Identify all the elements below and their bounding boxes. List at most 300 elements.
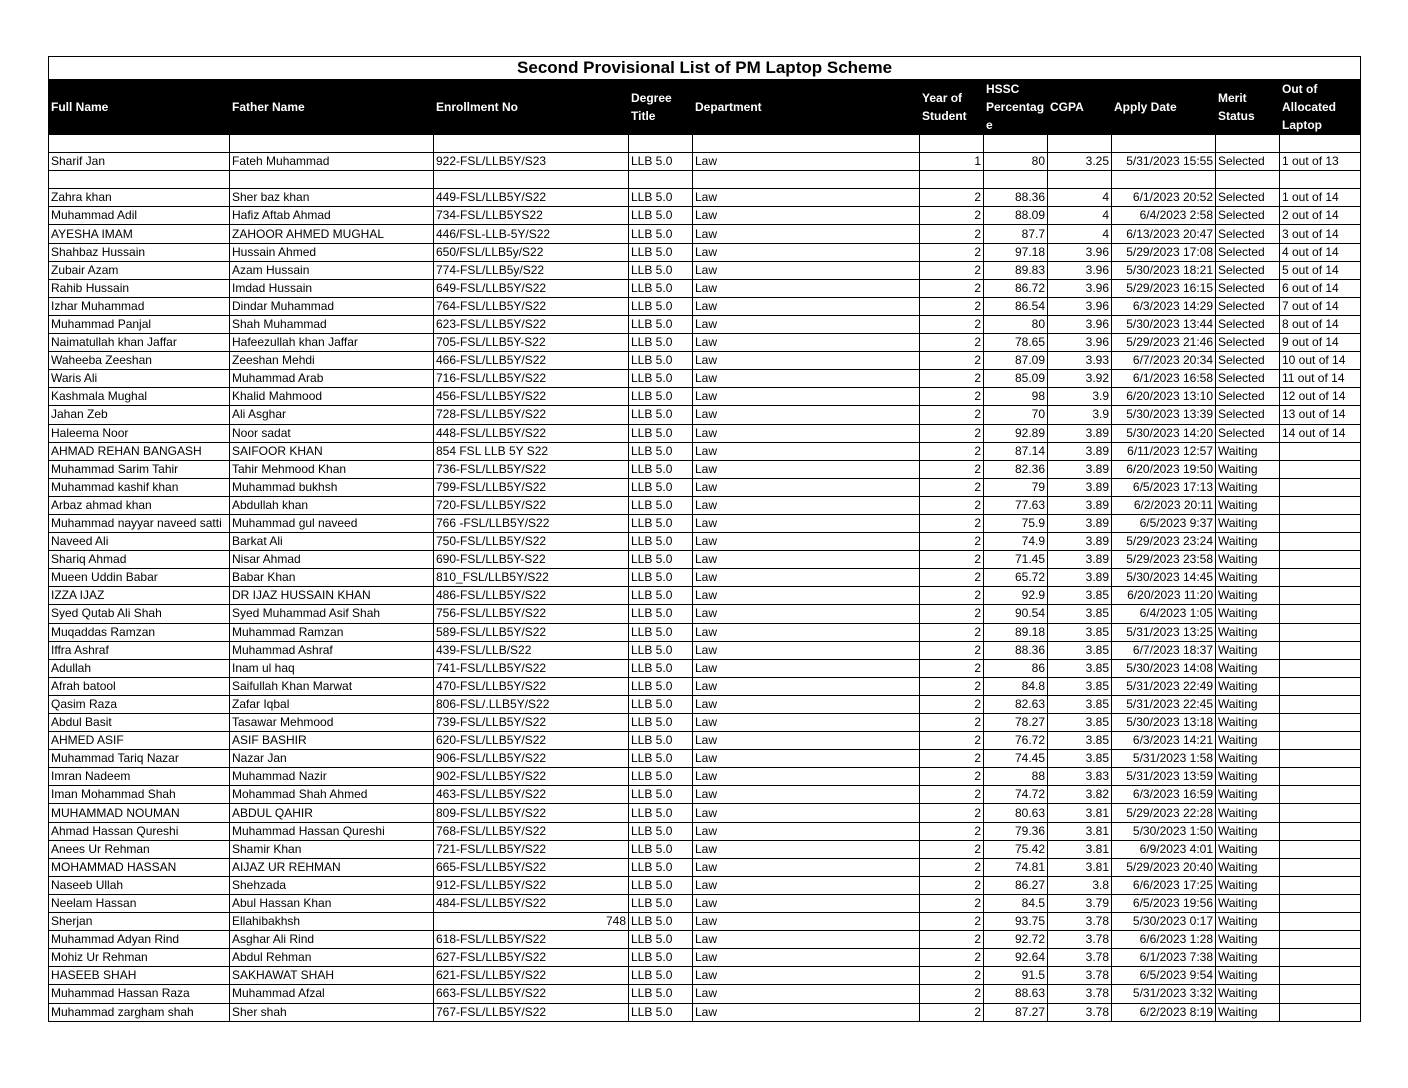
table-cell: 4 [1048, 189, 1112, 207]
table-cell: Ali Asghar [230, 406, 434, 424]
table-cell: Waiting [1216, 496, 1280, 514]
table-cell: Inam ul haq [230, 659, 434, 677]
table-cell [1280, 135, 1361, 153]
table-cell: 2 [920, 804, 984, 822]
table-cell: 70 [984, 406, 1048, 424]
table-cell: 2 [920, 858, 984, 876]
table-cell: 3.25 [1048, 153, 1112, 171]
table-cell: 77.63 [984, 496, 1048, 514]
table-cell: 589-FSL/LLB5Y/S22 [434, 623, 629, 641]
table-cell: 6/11/2023 12:57 [1112, 442, 1216, 460]
table-cell: Waiting [1216, 967, 1280, 985]
table-cell: 3.85 [1048, 695, 1112, 713]
table-cell: Arbaz ahmad khan [49, 496, 230, 514]
table-cell: 92.9 [984, 587, 1048, 605]
table-cell: 2 [920, 496, 984, 514]
table-cell: 6/20/2023 11:20 [1112, 587, 1216, 605]
table-cell: Naimatullah khan Jaffar [49, 334, 230, 352]
table-cell: Abul Hassan Khan [230, 894, 434, 912]
table-cell: Law [693, 623, 920, 641]
table-cell: 3.83 [1048, 768, 1112, 786]
table-cell: LLB 5.0 [629, 261, 693, 279]
laptop-list-table [48, 56, 1361, 1022]
table-cell: Sher shah [230, 1003, 434, 1021]
table-cell: 87.27 [984, 1003, 1048, 1021]
table-cell: 463-FSL/LLB5Y/S22 [434, 786, 629, 804]
table-cell: 741-FSL/LLB5Y/S22 [434, 659, 629, 677]
table-cell: 486-FSL/LLB5Y/S22 [434, 587, 629, 605]
table-cell: 750-FSL/LLB5Y/S22 [434, 533, 629, 551]
table-cell: Law [693, 714, 920, 732]
table-cell: 11 out of 14 [1280, 370, 1361, 388]
table-cell: 5/30/2023 14:45 [1112, 569, 1216, 587]
table-cell [1280, 913, 1361, 931]
table-cell: 3.92 [1048, 370, 1112, 388]
table-cell: 627-FSL/LLB5Y/S22 [434, 949, 629, 967]
table-cell: LLB 5.0 [629, 714, 693, 732]
table-row [49, 714, 1361, 732]
table-cell [1280, 768, 1361, 786]
table-cell: Law [693, 261, 920, 279]
table-cell: LLB 5.0 [629, 406, 693, 424]
table-cell: 92.89 [984, 424, 1048, 442]
table-cell: Anees Ur Rehman [49, 840, 230, 858]
table-cell: LLB 5.0 [629, 931, 693, 949]
table-row [49, 388, 1361, 406]
table-cell: Nisar Ahmad [230, 551, 434, 569]
table-cell: 3.89 [1048, 514, 1112, 532]
table-cell: 5/30/2023 14:08 [1112, 659, 1216, 677]
table-cell [1280, 460, 1361, 478]
table-cell: 3.96 [1048, 279, 1112, 297]
table-cell: Imdad Hussain [230, 279, 434, 297]
table-cell: Muhammad Hassan Raza [49, 985, 230, 1003]
table-cell: 736-FSL/LLB5Y/S22 [434, 460, 629, 478]
table-cell: 665-FSL/LLB5Y/S22 [434, 858, 629, 876]
column-header: Apply Date [1112, 80, 1216, 135]
table-cell: Sher baz khan [230, 189, 434, 207]
table-cell: Law [693, 659, 920, 677]
table-cell: Law [693, 334, 920, 352]
table-cell: 2 [920, 894, 984, 912]
table-cell: 5/31/2023 3:32 [1112, 985, 1216, 1003]
table-cell: LLB 5.0 [629, 225, 693, 243]
table-cell: 3.85 [1048, 659, 1112, 677]
table-cell: 716-FSL/LLB5Y/S22 [434, 370, 629, 388]
table-row [49, 261, 1361, 279]
table-cell: 446/FSL-LLB-5Y/S22 [434, 225, 629, 243]
table-cell: Waiting [1216, 732, 1280, 750]
table-cell: LLB 5.0 [629, 370, 693, 388]
table-cell [1280, 1003, 1361, 1021]
table-row [49, 623, 1361, 641]
table-cell: 3.96 [1048, 334, 1112, 352]
table-cell: 74.45 [984, 750, 1048, 768]
table-cell: 2 [920, 478, 984, 496]
table-cell: 1 [920, 153, 984, 171]
table-cell: 2 [920, 370, 984, 388]
table-cell: 89.18 [984, 623, 1048, 641]
table-cell: 3.78 [1048, 1003, 1112, 1021]
table-cell: Law [693, 605, 920, 623]
table-cell: Muhammad Tariq Nazar [49, 750, 230, 768]
table-cell: LLB 5.0 [629, 334, 693, 352]
table-cell: Muhammad kashif khan [49, 478, 230, 496]
table-cell: 2 [920, 931, 984, 949]
column-header: CGPA [1048, 80, 1112, 135]
table-cell: Muhammad Nazir [230, 768, 434, 786]
table-cell: LLB 5.0 [629, 605, 693, 623]
table-cell: Muhammad Adil [49, 207, 230, 225]
table-cell: 5/29/2023 17:08 [1112, 243, 1216, 261]
table-cell: Muhammad Panjal [49, 315, 230, 333]
table-cell: MUHAMMAD NOUMAN [49, 804, 230, 822]
table-cell: 621-FSL/LLB5Y/S22 [434, 967, 629, 985]
table-row [49, 695, 1361, 713]
table-cell: 2 out of 14 [1280, 207, 1361, 225]
table-cell: 2 [920, 315, 984, 333]
table-cell: 3.85 [1048, 623, 1112, 641]
table-cell: Muhammad Hassan Qureshi [230, 822, 434, 840]
table-row [49, 189, 1361, 207]
table-cell: 84.8 [984, 677, 1048, 695]
table-row [49, 822, 1361, 840]
table-cell: 3.78 [1048, 913, 1112, 931]
table-cell: 3.81 [1048, 822, 1112, 840]
table-cell: 623-FSL/LLB5Y/S22 [434, 315, 629, 333]
table-cell: Iffra Ashraf [49, 641, 230, 659]
table-cell: Law [693, 297, 920, 315]
table-cell: Law [693, 822, 920, 840]
table-cell: Muhammad bukhsh [230, 478, 434, 496]
table-cell [1216, 171, 1280, 189]
table-cell: Muhammad nayyar naveed satti [49, 514, 230, 532]
table-cell [1280, 732, 1361, 750]
table-cell: 3.78 [1048, 949, 1112, 967]
table-cell: 5/31/2023 22:45 [1112, 695, 1216, 713]
table-cell: 6/1/2023 7:38 [1112, 949, 1216, 967]
table-row [49, 858, 1361, 876]
table-cell: 6/5/2023 9:37 [1112, 514, 1216, 532]
table-cell [1280, 478, 1361, 496]
column-header: Enrollment No [434, 80, 629, 135]
table-cell: 8 out of 14 [1280, 315, 1361, 333]
table-row [49, 931, 1361, 949]
table-cell: 86.27 [984, 876, 1048, 894]
table-cell: Waiting [1216, 768, 1280, 786]
table-cell: 2 [920, 587, 984, 605]
table-cell: 3.85 [1048, 714, 1112, 732]
table-cell: Law [693, 858, 920, 876]
table-cell: 6/5/2023 17:13 [1112, 478, 1216, 496]
table-cell: 6/3/2023 14:21 [1112, 732, 1216, 750]
table-cell: Kashmala Mughal [49, 388, 230, 406]
table-cell: Barkat Ali [230, 533, 434, 551]
table-cell: 2 [920, 913, 984, 931]
column-header: Father Name [230, 80, 434, 135]
table-cell: Azam Hussain [230, 261, 434, 279]
table-cell: Waiting [1216, 1003, 1280, 1021]
table-cell: Khalid Mahmood [230, 388, 434, 406]
table-cell: ABDUL QAHIR [230, 804, 434, 822]
table-cell: 2 [920, 225, 984, 243]
table-cell [1280, 931, 1361, 949]
table-cell: 86.54 [984, 297, 1048, 315]
table-cell: 3.82 [1048, 786, 1112, 804]
table-cell: 6/6/2023 17:25 [1112, 876, 1216, 894]
table-cell: Fateh Muhammad [230, 153, 434, 171]
table-cell: 484-FSL/LLB5Y/S22 [434, 894, 629, 912]
table-row [49, 876, 1361, 894]
table-cell: Zafar Iqbal [230, 695, 434, 713]
column-header: Out of Allocated Laptop [1280, 80, 1361, 135]
table-cell: Waiting [1216, 894, 1280, 912]
table-cell [1280, 587, 1361, 605]
table-cell: 5/31/2023 15:55 [1112, 153, 1216, 171]
table-cell: 766 -FSL/LLB5Y/S22 [434, 514, 629, 532]
table-cell: 2 [920, 768, 984, 786]
table-cell [629, 171, 693, 189]
table-row [49, 677, 1361, 695]
table-cell: 93.75 [984, 913, 1048, 931]
table-cell: 768-FSL/LLB5Y/S22 [434, 822, 629, 840]
table-row [49, 985, 1361, 1003]
table-cell [1280, 551, 1361, 569]
table-cell: 86.72 [984, 279, 1048, 297]
table-cell: Dindar Muhammad [230, 297, 434, 315]
table-cell: Waiting [1216, 804, 1280, 822]
table-cell: Abdul Rehman [230, 949, 434, 967]
table-cell: Law [693, 913, 920, 931]
table-cell: Mueen Uddin Babar [49, 569, 230, 587]
column-header: Merit Status [1216, 80, 1280, 135]
table-cell: Waiting [1216, 695, 1280, 713]
table-cell [1280, 985, 1361, 1003]
table-cell: 13 out of 14 [1280, 406, 1361, 424]
table-cell: Law [693, 750, 920, 768]
table-cell: Saifullah Khan Marwat [230, 677, 434, 695]
table-cell: 2 [920, 551, 984, 569]
table-cell: 6/13/2023 20:47 [1112, 225, 1216, 243]
table-cell [1280, 804, 1361, 822]
table-cell: Waris Ali [49, 370, 230, 388]
table-cell: 3 out of 14 [1280, 225, 1361, 243]
table-cell: 7 out of 14 [1280, 297, 1361, 315]
table-cell: 98 [984, 388, 1048, 406]
table-cell: ASIF BASHIR [230, 732, 434, 750]
table-cell [693, 135, 920, 153]
table-cell [230, 171, 434, 189]
table-cell [1048, 135, 1112, 153]
table-cell: 88.63 [984, 985, 1048, 1003]
table-cell: Law [693, 931, 920, 949]
table-cell: 3.85 [1048, 677, 1112, 695]
table-row [49, 370, 1361, 388]
table-cell: 902-FSL/LLB5Y/S22 [434, 768, 629, 786]
table-cell: Law [693, 569, 920, 587]
table-cell: Law [693, 153, 920, 171]
table-cell: LLB 5.0 [629, 641, 693, 659]
table-cell [1216, 135, 1280, 153]
table-row [49, 297, 1361, 315]
table-cell: 74.72 [984, 786, 1048, 804]
table-cell: Syed Muhammad Asif Shah [230, 605, 434, 623]
table-cell: LLB 5.0 [629, 768, 693, 786]
table-cell: 80 [984, 315, 1048, 333]
table-cell: 2 [920, 352, 984, 370]
table-cell: LLB 5.0 [629, 243, 693, 261]
table-cell: 3.9 [1048, 388, 1112, 406]
table-cell: 705-FSL/LLB5Y-S22 [434, 334, 629, 352]
table-cell: Waiting [1216, 840, 1280, 858]
table-cell: 1 out of 14 [1280, 189, 1361, 207]
table-cell: Sherjan [49, 913, 230, 931]
table-cell: LLB 5.0 [629, 894, 693, 912]
table-cell: LLB 5.0 [629, 424, 693, 442]
table-cell: SAIFOOR KHAN [230, 442, 434, 460]
table-cell: Waiting [1216, 931, 1280, 949]
table-cell: 3.85 [1048, 641, 1112, 659]
table-cell: 90.54 [984, 605, 1048, 623]
table-cell: Sharif Jan [49, 153, 230, 171]
table-cell: Selected [1216, 225, 1280, 243]
table-cell: LLB 5.0 [629, 478, 693, 496]
table-cell [1280, 659, 1361, 677]
table-cell: 3.96 [1048, 243, 1112, 261]
table-cell: 65.72 [984, 569, 1048, 587]
table-cell: 79.36 [984, 822, 1048, 840]
table-cell: 854 FSL LLB 5Y S22 [434, 442, 629, 460]
table-cell: Waiting [1216, 514, 1280, 532]
table-cell: DR IJAZ HUSSAIN KHAN [230, 587, 434, 605]
table-cell: 3.78 [1048, 967, 1112, 985]
table-cell: Law [693, 677, 920, 695]
table-cell [920, 135, 984, 153]
table-cell: LLB 5.0 [629, 677, 693, 695]
table-cell: 92.72 [984, 931, 1048, 949]
table-cell: LLB 5.0 [629, 388, 693, 406]
table-cell: 650/FSL/LLB5y/S22 [434, 243, 629, 261]
table-cell: Waiting [1216, 985, 1280, 1003]
table-cell: Law [693, 279, 920, 297]
table-cell: 2 [920, 569, 984, 587]
table-cell: 799-FSL/LLB5Y/S22 [434, 478, 629, 496]
table-cell: Selected [1216, 207, 1280, 225]
table-cell: Asghar Ali Rind [230, 931, 434, 949]
table-cell: LLB 5.0 [629, 967, 693, 985]
table-cell: 6/7/2023 18:37 [1112, 641, 1216, 659]
table-cell: Selected [1216, 334, 1280, 352]
table-cell: Law [693, 840, 920, 858]
table-cell: LLB 5.0 [629, 822, 693, 840]
table-cell: Law [693, 243, 920, 261]
table-cell [1280, 514, 1361, 532]
table-row [49, 967, 1361, 985]
table-cell: 922-FSL/LLB5Y/S23 [434, 153, 629, 171]
table-cell: 2 [920, 822, 984, 840]
table-cell: 6/5/2023 19:56 [1112, 894, 1216, 912]
table-cell: 5/30/2023 13:39 [1112, 406, 1216, 424]
table-cell: 5/29/2023 22:28 [1112, 804, 1216, 822]
table-cell: Selected [1216, 424, 1280, 442]
table-cell: 87.7 [984, 225, 1048, 243]
table-row [49, 804, 1361, 822]
table-cell: Zubair Azam [49, 261, 230, 279]
table-cell: LLB 5.0 [629, 352, 693, 370]
table-row [49, 533, 1361, 551]
table-cell [1280, 750, 1361, 768]
table-cell: LLB 5.0 [629, 804, 693, 822]
table-cell: LLB 5.0 [629, 569, 693, 587]
table-cell: 74.9 [984, 533, 1048, 551]
table-cell: 85.09 [984, 370, 1048, 388]
table-row [49, 207, 1361, 225]
table-cell: Jahan Zeb [49, 406, 230, 424]
table-cell: 3.78 [1048, 985, 1112, 1003]
table-cell: 6/5/2023 9:54 [1112, 967, 1216, 985]
table-cell: Muhammad Sarim Tahir [49, 460, 230, 478]
table-cell: 3.8 [1048, 876, 1112, 894]
table-cell: Muhammad zargham shah [49, 1003, 230, 1021]
table-cell: Shahbaz Hussain [49, 243, 230, 261]
table-cell: 3.79 [1048, 894, 1112, 912]
table-row [49, 605, 1361, 623]
table-cell: 92.64 [984, 949, 1048, 967]
table-cell: Waheeba Zeeshan [49, 352, 230, 370]
table-cell: 86 [984, 659, 1048, 677]
table-cell: Abdullah khan [230, 496, 434, 514]
table-cell: 6/3/2023 16:59 [1112, 786, 1216, 804]
table-cell: Muhammad Afzal [230, 985, 434, 1003]
table-cell: IZZA IJAZ [49, 587, 230, 605]
table-cell: Noor sadat [230, 424, 434, 442]
table-cell: 3.85 [1048, 732, 1112, 750]
table-cell: Law [693, 894, 920, 912]
table-cell: 5/30/2023 13:44 [1112, 315, 1216, 333]
table-cell: Waiting [1216, 949, 1280, 967]
table-cell: Waiting [1216, 822, 1280, 840]
table-cell: Muhammad Adyan Rind [49, 931, 230, 949]
table-row [49, 460, 1361, 478]
table-cell: 6/20/2023 19:50 [1112, 460, 1216, 478]
table-cell: Law [693, 551, 920, 569]
table-cell: Iman Mohammad Shah [49, 786, 230, 804]
table-cell [1280, 569, 1361, 587]
table-cell: 5 out of 14 [1280, 261, 1361, 279]
table-cell: Selected [1216, 189, 1280, 207]
table-cell: 618-FSL/LLB5Y/S22 [434, 931, 629, 949]
table-cell: Zahra khan [49, 189, 230, 207]
table-row [49, 732, 1361, 750]
table-cell: Law [693, 641, 920, 659]
table-cell: AHMED ASIF [49, 732, 230, 750]
table-cell: LLB 5.0 [629, 1003, 693, 1021]
table-cell: 2 [920, 207, 984, 225]
table-cell: 3.85 [1048, 587, 1112, 605]
column-header: Degree Title [629, 80, 693, 135]
table-row [49, 225, 1361, 243]
table-cell: 3.93 [1048, 352, 1112, 370]
table-cell: 2 [920, 750, 984, 768]
table-row [49, 514, 1361, 532]
table-cell: 12 out of 14 [1280, 388, 1361, 406]
table-cell: 439-FSL/LLB/S22 [434, 641, 629, 659]
table-cell: Law [693, 876, 920, 894]
table-cell: 79 [984, 478, 1048, 496]
table-cell: 720-FSL/LLB5Y/S22 [434, 496, 629, 514]
table-cell: 78.27 [984, 714, 1048, 732]
table-cell: 6/7/2023 20:34 [1112, 352, 1216, 370]
